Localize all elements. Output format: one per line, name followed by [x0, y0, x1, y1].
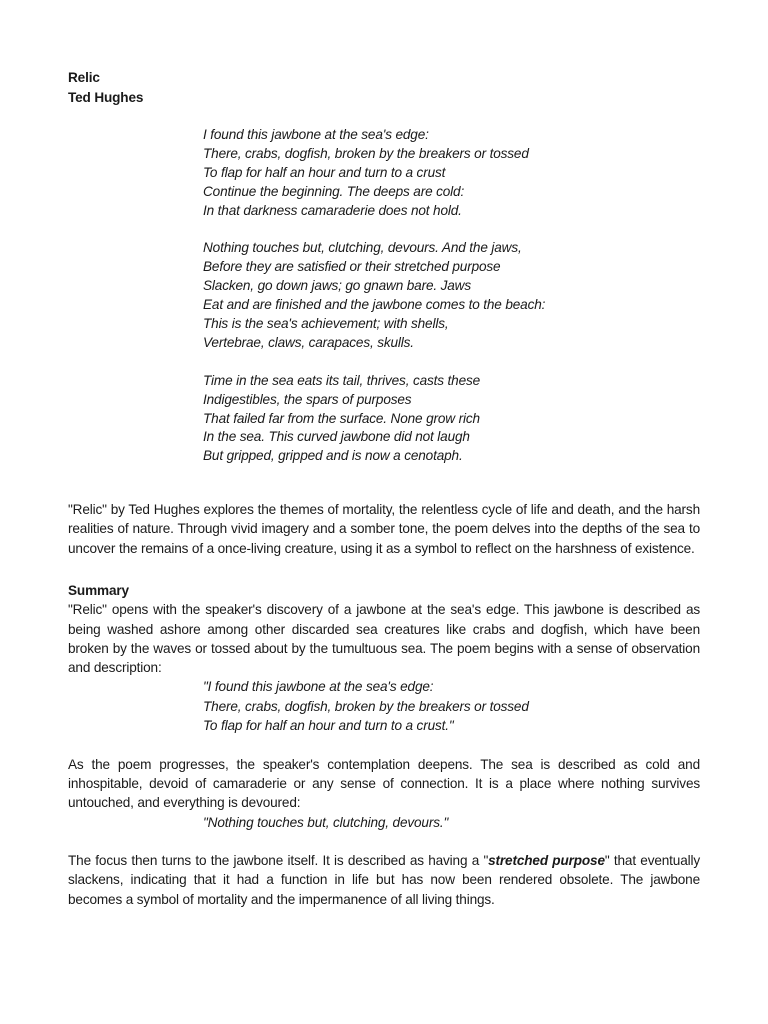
summary-paragraph-3: [68, 851, 700, 909]
paragraph-3-text: The focus then turns to the jawbone itself. It is described as having a ": [68, 853, 489, 869]
quote-line: To flap for half an hour and turn to a crust.": [203, 718, 454, 734]
poem-author: Ted Hughes: [68, 90, 144, 105]
poem-line: That failed far from the surface. None grow rich: [203, 410, 480, 426]
paragraph-3-emphasis: stretched purpose: [488, 853, 605, 869]
poem-line: Before they are satisfied or their stretched purpose: [203, 259, 501, 275]
summary-quote-1: [203, 677, 700, 735]
poem-stanza-1: [203, 126, 545, 221]
summary-paragraph-2: As the poem progresses, the speaker's contemplation deepens. The sea is described as cold and inhospitable, devoid of camaraderie or any sense of connection. It is a place where nothing survives untouched, and everything is devoured:: [68, 756, 700, 811]
intro-paragraph: "Relic" by Ted Hughes explores the themes of mortality, the relentless cycle of life and death, and the harsh realities of nature. Through vivid imagery and a somber tone, the poem delves into the depths of the sea to uncover the remains of a once-living creature, using it as a symbol to reflect on the harshness of existence.: [68, 501, 700, 556]
summary-paragraph-1: "Relic" opens with the speaker's discovery of a jawbone at the sea's edge. This jawbone is described as being washed ashore among other discarded sea creatures like crabs and dogfish, which have been broken by the waves or tossed about by the tumultuous sea. The poem begins with a sense of observation and description:: [68, 602, 700, 676]
poem-line: Slacken, go down jaws; go gnawn bare. Jaws: [203, 278, 471, 294]
poem-line: Time in the sea eats its tail, thrives, casts these: [203, 372, 481, 388]
poem-line: Continue the beginning. The deeps are cold:: [203, 183, 465, 199]
summary-heading: Summary: [68, 583, 129, 598]
quote-line: There, crabs, dogfish, broken by the breakers or tossed: [203, 698, 529, 714]
poem-line: But gripped, gripped and is now a cenotaph.: [203, 448, 463, 464]
document-header: [68, 68, 143, 108]
poem-line: This is the sea's achievement; with shells,: [203, 316, 449, 332]
poem-line: Nothing touches but, clutching, devours. And the jaws,: [203, 240, 522, 256]
summary-section: [68, 581, 700, 909]
poem-stanza-3: [203, 372, 545, 467]
poem-line: To flap for half an hour and turn to a crust: [203, 164, 446, 180]
quote-line: "I found this jawbone at the sea's edge:: [203, 679, 434, 695]
poem-line: I found this jawbone at the sea's edge:: [203, 127, 429, 142]
poem-line: In that darkness camaraderie does not hold.: [203, 202, 462, 218]
poem-line: Indigestibles, the spars of purposes: [203, 391, 412, 407]
poem-text: [203, 126, 545, 466]
poem-title: Relic: [68, 70, 100, 85]
quote-line: "Nothing touches but, clutching, devours.": [203, 814, 449, 830]
paragraph-3-text: " that eventually slackens, indicating that it had a function in life but has now been rendered obsolete. The jawbone becomes a symbol of mortality and the impermanence of all living things.: [68, 853, 701, 907]
poem-stanza-2: [203, 239, 545, 352]
poem-line: In the sea. This curved jawbone did not laugh: [203, 429, 470, 445]
poem-line: Eat and are finished and the jawbone comes to the beach:: [203, 297, 546, 313]
poem-line: Vertebrae, claws, carapaces, skulls.: [203, 334, 414, 350]
paragraph-gap: [68, 735, 700, 754]
paragraph-gap: [68, 832, 700, 851]
poem-line: There, crabs, dogfish, broken by the breakers or tossed: [203, 145, 529, 161]
summary-quote-2: [203, 813, 700, 832]
